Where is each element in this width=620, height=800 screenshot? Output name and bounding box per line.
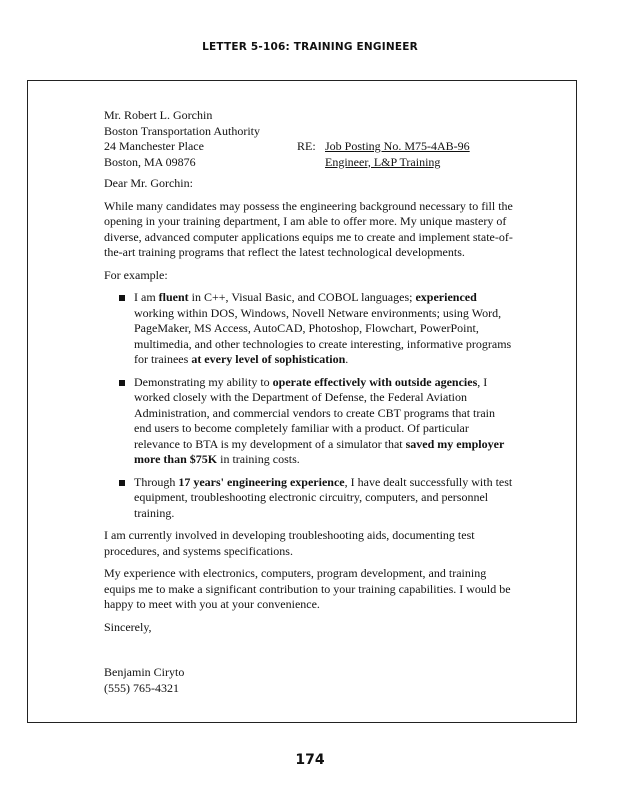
bullet-square-icon bbox=[119, 380, 125, 386]
salutation: Dear Mr. Gorchin: bbox=[104, 176, 193, 190]
list-item: Through 17 years' engineering experience, I have dealt successfully with test equipment, troubleshooting electronic circuitry, computers, and personnel training. bbox=[134, 475, 514, 522]
page-number: 174 bbox=[295, 752, 325, 768]
bullet-square-icon bbox=[119, 480, 125, 486]
list-item: I am fluent in C++, Visual Basic, and COBOL languages; experienced working within DOS, Windows, Novell Netware environments; using Word, PageMaker, MS Access, AutoCAD, Photoshop, Flowchart, PowerPoint, multimedia, and other technologies to create interesting, informative programs for trainees at every level of sophistication. bbox=[134, 290, 514, 368]
recipient-city: Boston, MA 09876 bbox=[104, 154, 196, 169]
signature-name: Benjamin Ciryto bbox=[104, 665, 185, 679]
achievement-list bbox=[104, 290, 514, 521]
for-example-label: For example: bbox=[104, 267, 168, 282]
emphasis-text: at every level of sophistication bbox=[191, 352, 346, 366]
emphasis-text: saved my employer more than $75K bbox=[134, 436, 505, 466]
bullet-square-icon bbox=[119, 295, 125, 301]
paragraph-intro: While many candidates may possess the engineering background necessary to fill the opening in your training department, I am able to offer more. My unique mastery of diverse, advanced computer applications equips me to create and implement state-of-the-art training programs that reflect the latest technological developments. bbox=[104, 198, 513, 259]
re-lines bbox=[325, 139, 470, 170]
re-job-posting: Job Posting No. M75-4AB-96 bbox=[325, 139, 470, 153]
signature-block bbox=[104, 665, 514, 696]
emphasis-text: operate effectively with outside agencies bbox=[272, 374, 478, 389]
paragraph-current-work: I am currently involved in developing troubleshooting aids, documenting test procedures, and systems specifications. bbox=[104, 528, 475, 558]
recipient-address-block bbox=[104, 108, 514, 170]
emphasis-text: experienced bbox=[415, 290, 477, 304]
recipient-organization: Boston Transportation Authority bbox=[104, 123, 261, 138]
recipient-street: 24 Manchester Place bbox=[104, 139, 204, 153]
emphasis-text: 17 years' engineering experience bbox=[178, 474, 345, 489]
paragraph-closing: My experience with electronics, computers, program development, and training equips me to make a significant contribution to your training capabilities. I would be happy to meet with you at your convenience. bbox=[104, 566, 511, 611]
closing-salutation: Sincerely, bbox=[104, 619, 152, 634]
list-item: Demonstrating my ability to operate effectively with outside agencies, I worked closely with the Department of Defense, the Federal Aviation Administration, and commercial vendors to create CBT programs that train end users to become completely familiar with a product. Of particular relevance to BTA is my development of a simulator that saved my employer more than $75K in training costs. bbox=[134, 375, 514, 468]
re-position: Engineer, L&P Training bbox=[325, 154, 441, 169]
signature-phone: (555) 765-4321 bbox=[104, 680, 179, 695]
re-label: RE: bbox=[297, 139, 316, 153]
emphasis-text: fluent bbox=[158, 290, 189, 304]
letter-body bbox=[104, 108, 514, 696]
page-header-title: LETTER 5-106: TRAINING ENGINEER bbox=[202, 41, 418, 53]
recipient-name: Mr. Robert L. Gorchin bbox=[104, 108, 213, 122]
